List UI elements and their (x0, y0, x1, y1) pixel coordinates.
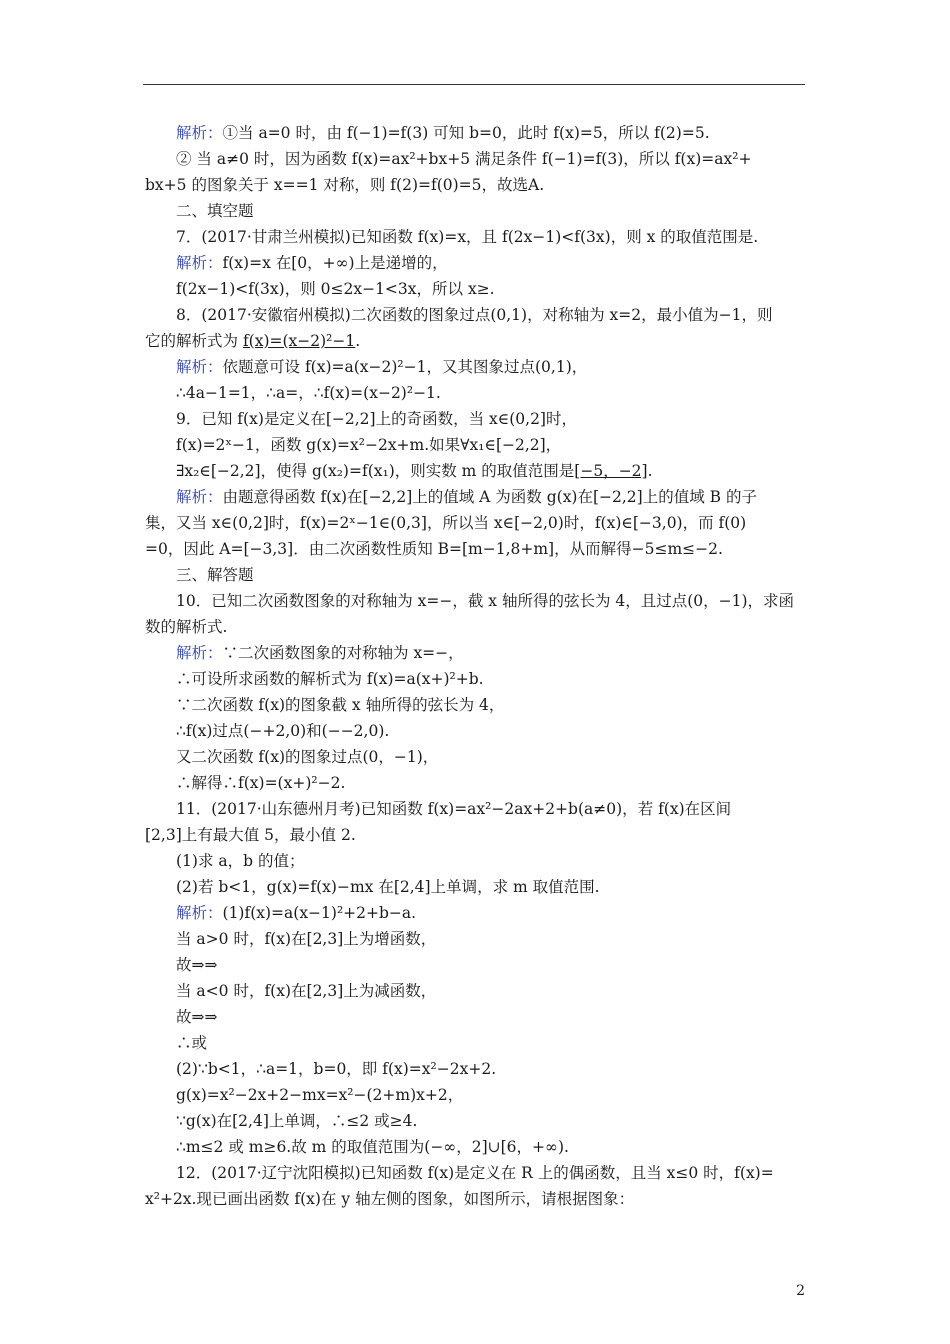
text-line (145, 1030, 807, 1056)
text-line (145, 406, 807, 432)
text-line (145, 926, 807, 952)
text-line (145, 354, 807, 380)
text-line (145, 874, 807, 900)
line-text: f(x)=2ˣ−1，函数 g(x)=x²−2x+m.如果∀x₁∈[−2,2]， (176, 436, 562, 454)
page-number: 2 (796, 1283, 805, 1299)
line-text: [2,3]上有最大值 5，最小值 2. (145, 826, 356, 844)
text-line (145, 900, 807, 926)
line-text: x²+2x.现已画出函数 f(x)在 y 轴左侧的图象，如图所示，请根据图象： (145, 1190, 635, 1208)
text-line (145, 224, 807, 250)
line-text: 由题意得函数 f(x)在[−2,2]上的值域 A 为函数 g(x)在[−2,2]上的值域 B 的子 (222, 488, 757, 506)
text-line (145, 1186, 807, 1212)
text-line (145, 666, 807, 692)
analysis-label: 解析： (176, 904, 223, 922)
text-line (145, 432, 807, 458)
text-line (145, 744, 807, 770)
line-text: ①当 a=0 时，由 f(−1)=f(3) 可知 b=0，此时 f(x)=5，所以 f(2)=5. (222, 124, 710, 142)
line-text: 又二次函数 f(x)的图象过点(0，−1)， (176, 748, 439, 766)
text-line (145, 848, 807, 874)
line-text: 12．(2017·辽宁沈阳模拟)已知函数 f(x)是定义在 R 上的偶函数，且当 x≤0 时，f(x)= (176, 1164, 774, 1182)
line-text: g(x)=x²−2x+2−mx=x²−(2+m)x+2， (176, 1086, 464, 1104)
line-text: 依题意可设 f(x)=a(x−2)²−1，又其图象过点(0,1)， (222, 358, 588, 376)
text-line (145, 198, 807, 224)
text-line (145, 614, 807, 640)
line-text: ∵二次函数 f(x)的图象截 x 轴所得的弦长为 4， (176, 696, 505, 714)
line-text: (2)∵b<1，∴a=1，b=0，即 f(x)=x²−2x+2. (176, 1060, 497, 1078)
line-text: f(x)=x 在[0，+∞)上是递增的， (222, 254, 448, 272)
line-text: (1)f(x)=a(x−1)²+2+b−a. (222, 904, 417, 922)
line-text: bx+5 的图象关于 x==1 对称，则 f(2)=f(0)=5，故选A. (145, 176, 545, 194)
line-text: f(2x−1)<f(3x)，则 0≤2x−1<3x，所以 x≥. (176, 280, 495, 298)
header-rule (143, 84, 805, 85)
line-text: ∴可设所求函数的解析式为 f(x)=a(x+)²+b. (176, 670, 484, 688)
line-text: 三、解答题 (176, 566, 254, 584)
text-line (145, 1134, 807, 1160)
text-line (145, 380, 807, 406)
text-line (145, 796, 807, 822)
line-text: 当 a>0 时，f(x)在[2,3]上为增函数， (176, 930, 437, 948)
line-text: 故⇒⇒ (176, 1008, 218, 1026)
analysis-label: 解析： (176, 488, 223, 506)
text-line (145, 120, 807, 146)
line-text: 数的解析式. (145, 618, 228, 636)
text-line (145, 510, 807, 536)
text-line (145, 770, 807, 796)
text-line (145, 822, 807, 848)
line-text: ∴m≤2 或 m≥6.故 m 的取值范围为(−∞，2]∪[6，+∞). (176, 1138, 569, 1156)
line-text: 集，又当 x∈(0,2]时，f(x)=2ˣ−1∈(0,3]，所以当 x∈[−2,0)时，f(x)∈[−3,0)，而 f(0) (145, 514, 747, 532)
line-text: =0，因此 A=[−3,3]．由二次函数性质知 B=[m−1,8+m]，从而解得−5≤m≤−2. (145, 540, 723, 558)
analysis-label: 解析： (176, 644, 223, 662)
text-line (145, 1082, 807, 1108)
line-text: ∴4a−1=1，∴a=，∴f(x)=(x−2)²−1. (176, 384, 441, 402)
answer-blank: f(x)=(x−2)²−1 (242, 332, 356, 350)
text-line (145, 692, 807, 718)
analysis-label: 解析： (176, 358, 223, 376)
text-line (145, 718, 807, 744)
document-body (145, 120, 807, 1212)
text-line (145, 484, 807, 510)
line-text: ② 当 a≠0 时，因为函数 f(x)=ax²+bx+5 满足条件 f(−1)=f(3)，所以 f(x)=ax²+ (176, 150, 752, 168)
line-text: 故⇒⇒ (176, 956, 218, 974)
line-text: (1)求 a，b 的值； (176, 852, 305, 870)
line-tail: . (647, 462, 653, 480)
text-line (145, 1160, 807, 1186)
line-text: ∴或 (176, 1034, 208, 1052)
analysis-label: 解析： (176, 124, 223, 142)
line-text: 二、填空题 (176, 202, 254, 220)
text-line (145, 250, 807, 276)
line-tail: . (355, 332, 361, 350)
text-line (145, 978, 807, 1004)
text-line (145, 1004, 807, 1030)
line-text: (2)若 b<1，g(x)=f(x)−mx 在[2,4]上单调，求 m 取值范围. (176, 878, 600, 896)
line-text: ∴f(x)过点(−+2,0)和(−−2,0). (176, 722, 390, 740)
text-line (145, 146, 807, 172)
text-line (145, 952, 807, 978)
text-line (145, 1056, 807, 1082)
text-line (145, 640, 807, 666)
answer-blank: [−5，−2] (574, 462, 648, 480)
text-line (145, 328, 807, 354)
text-line (145, 562, 807, 588)
text-line (145, 588, 807, 614)
line-text: 7．(2017·甘肃兰州模拟)已知函数 f(x)=x，且 f(2x−1)<f(3x)，则 x 的取值范围是. (176, 228, 759, 246)
text-line (145, 458, 807, 484)
line-text: 它的解析式为 (145, 332, 243, 350)
text-line (145, 536, 807, 562)
text-line (145, 276, 807, 302)
line-text: 8．(2017·安徽宿州模拟)二次函数的图象过点(0,1)，对称轴为 x=2，最小值为−1，则 (176, 306, 773, 324)
text-line (145, 1108, 807, 1134)
line-text: 当 a<0 时，f(x)在[2,3]上为减函数， (176, 982, 437, 1000)
line-text: ∴解得∴f(x)=(x+)²−2. (176, 774, 346, 792)
text-line (145, 302, 807, 328)
analysis-label: 解析： (176, 254, 223, 272)
line-text: 9．已知 f(x)是定义在[−2,2]上的奇函数，当 x∈(0,2]时， (176, 410, 577, 428)
line-text: 11．(2017·山东德州月考)已知函数 f(x)=ax²−2ax+2+b(a≠0)，若 f(x)在区间 (176, 800, 732, 818)
line-text: ∵二次函数图象的对称轴为 x=−， (222, 644, 464, 662)
line-text: ∵g(x)在[2,4]上单调，∴≤2 或≥4. (176, 1112, 418, 1130)
line-text: ∃x₂∈[−2,2]，使得 g(x₂)=f(x₁)，则实数 m 的取值范围是 (176, 462, 575, 480)
line-text: 10．已知二次函数图象的对称轴为 x=−，截 x 轴所得的弦长为 4，且过点(0，−1)，求函 (176, 592, 795, 610)
text-line (145, 172, 807, 198)
